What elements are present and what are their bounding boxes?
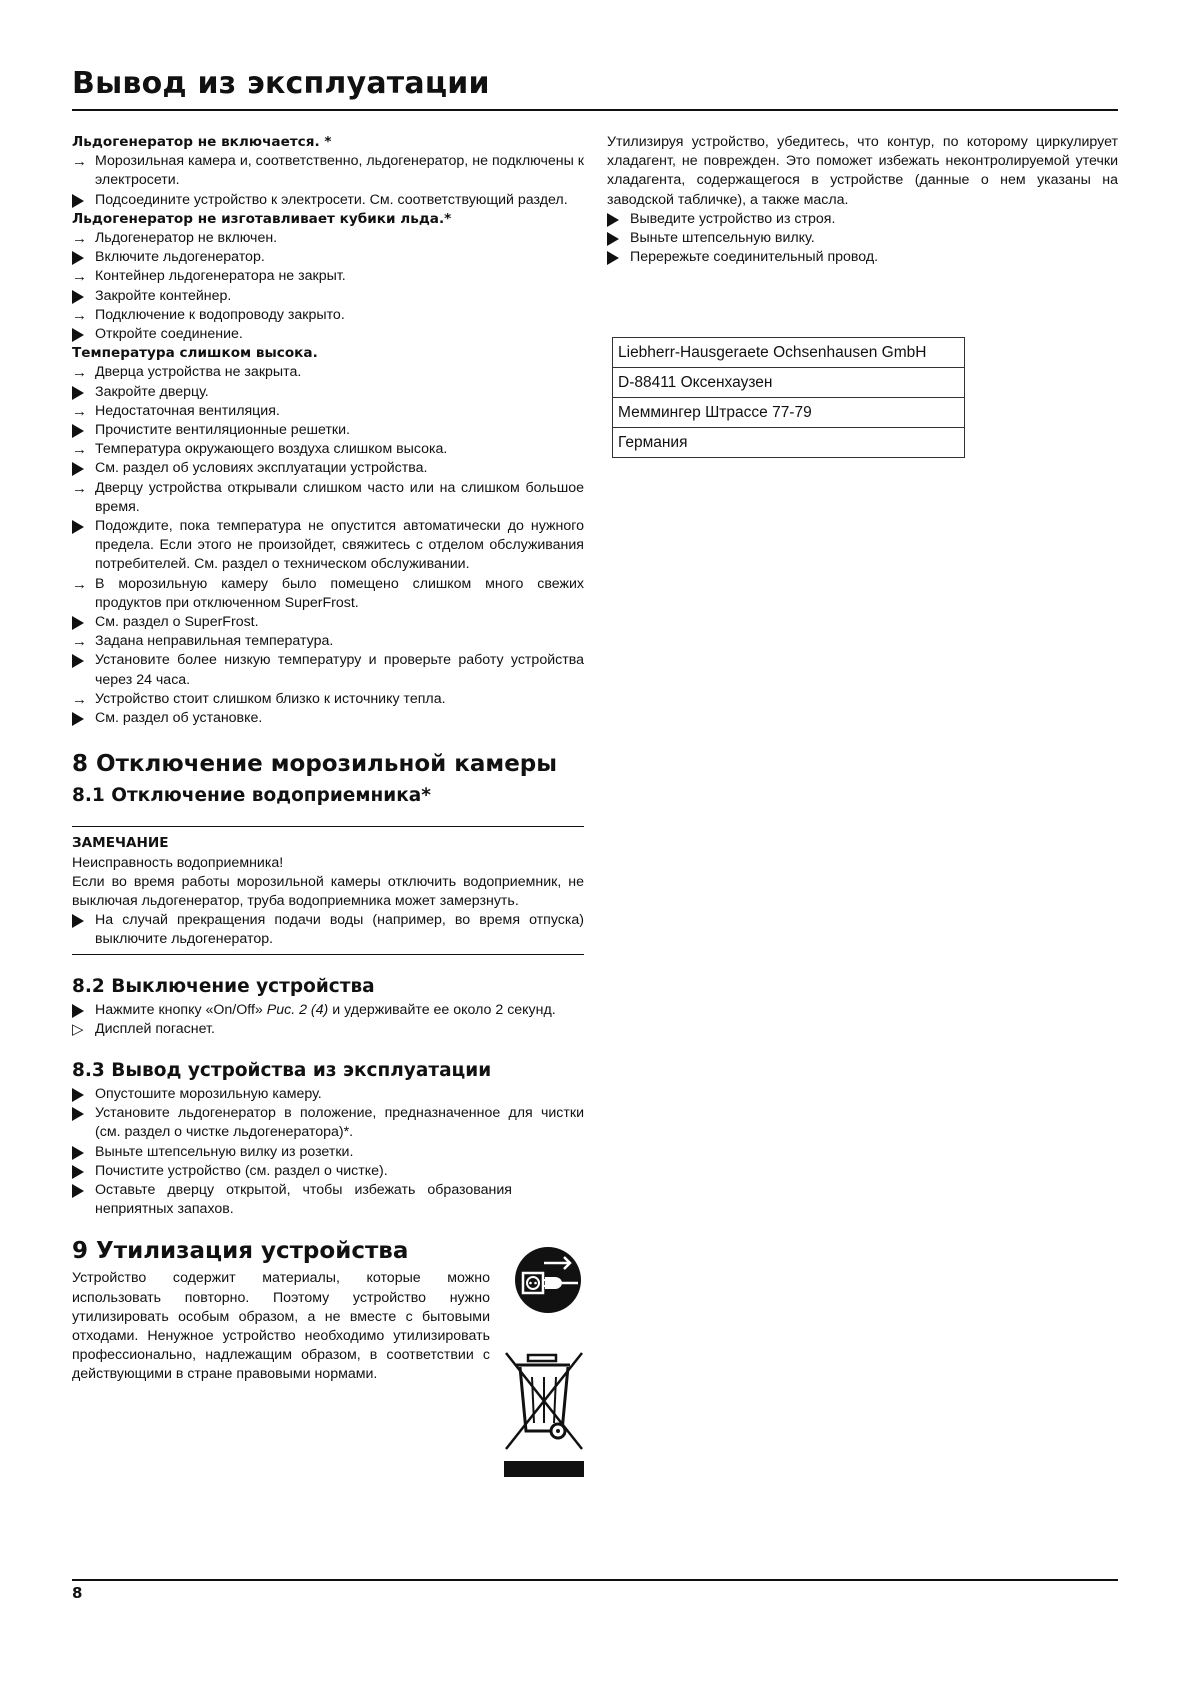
list-item: → Температура окружающего воздуха слишком высока. (72, 441, 448, 459)
triangle-icon (72, 517, 92, 540)
section-9-heading: 9 Утилизация устройства (72, 1238, 409, 1265)
crossed-bin-icon (502, 1349, 586, 1479)
address-company: Liebherr-Hausgeraete Ochsenhausen GmbH (613, 338, 965, 368)
section-8-1-heading: 8.1 Отключение водоприемника* (72, 785, 431, 807)
arrow-icon: → (72, 690, 87, 708)
triangle-icon (72, 325, 92, 348)
list-item: Оставьте дверцу открытой, чтобы избежать образования неприятных запахов. (72, 1181, 512, 1219)
bottom-rule (72, 1579, 1118, 1581)
triangle-icon (72, 1104, 92, 1127)
address-country: Германия (613, 428, 965, 458)
list-item: → Задана неправильная температура. (72, 633, 334, 651)
notice-box (72, 826, 584, 954)
arrow-icon: → (72, 633, 87, 651)
arrow-icon: → (72, 230, 87, 248)
section-8-heading: 8 Отключение морозильной камеры (72, 751, 558, 778)
triangle-icon (72, 911, 92, 934)
right-column (607, 133, 1118, 267)
subhead-temp-high: Температура слишком высока. (72, 345, 318, 362)
arrow-icon: → (72, 441, 87, 459)
triangle-icon (72, 709, 92, 732)
table-row (613, 398, 965, 428)
list-item: Закройте дверцу. (72, 383, 584, 402)
refrigerant-text: Утилизируя устройство, убедитесь, что контур, по которому циркулирует хладагент, не поврежден. Это поможет избежать неконтролируемой утечки хладагента, содержащегося в устройстве (данные о нем указаны на заводской табличке), а также масла. (607, 134, 1118, 208)
arrow-icon: → (72, 268, 87, 286)
list-item: → Контейнер льдогенератора не закрыт. (72, 268, 346, 286)
result-triangle-icon: ▷ (72, 1020, 84, 1038)
section-8-2-heading: 8.2 Выключение устройства (72, 975, 375, 997)
list-item: Выньте штепсельную вилку. (607, 229, 1118, 248)
list-item: Прочистите вентиляционные решетки. (72, 421, 584, 440)
list-item: Почистите устройство (см. раздел о чистке). (72, 1162, 512, 1181)
list-item: Откройте соединение. (72, 325, 584, 344)
disposal-text: Устройство содержит материалы, которые можно использовать повторно. Поэтому устройство нужно утилизировать особым образом, а не вместе с бытовыми отходами. Ненужное устройство необходимо утилизировать профессионально, надлежащим образом, в соответствии с действующими в стране правовыми нормами. (72, 1270, 490, 1383)
section-8-3-heading: 8.3 Вывод устройства из эксплуатации (72, 1059, 492, 1081)
figure-reference: Рис. 2 (4) (266, 1001, 329, 1018)
list-item: → Недостаточная вентиляция. (72, 402, 280, 420)
arrow-icon: → (72, 153, 87, 171)
list-item: → Устройство стоит слишком близко к источнику тепла. (72, 690, 446, 708)
triangle-icon (607, 248, 627, 271)
list-item: Подождите, пока температура не опустится автоматически до нужного предела. Если этого не произойдет, свяжитесь с отделом обслуживания потребителей. См. раздел о техническом обслуживании. (72, 517, 584, 575)
page-title: Вывод из эксплуатации (72, 66, 490, 101)
list-item: → В морозильную камеру было помещено слишком много свежих продуктов при отключенном SuperFrost. (72, 575, 584, 611)
arrow-icon: → (72, 402, 87, 420)
unplug-icon (514, 1246, 582, 1314)
list-item: Опустошите морозильную камеру. (72, 1085, 584, 1104)
page-number: 8 (72, 1584, 83, 1602)
list-item: Нажмите кнопку «On/Off» Рис. 2 (4) и удерживайте ее около 2 секунд. (72, 1001, 584, 1020)
list-item: Подсоедините устройство к электросети. См. соответствующий раздел. (72, 191, 584, 210)
notice-heading: ЗАМЕЧАНИЕ (72, 835, 169, 852)
list-item: → Дверца устройства не закрыта. (72, 364, 302, 382)
triangle-icon (72, 191, 92, 214)
list-item: Закройте контейнер. (72, 287, 584, 306)
notice-line: Неисправность водоприемника! (72, 854, 284, 871)
table-row (613, 338, 965, 368)
list-item: Установите льдогенератор в положение, предназначенное для чистки (см. раздел о чистке льдогенератора)*. (72, 1104, 584, 1142)
list-item: См. раздел о SuperFrost. (72, 613, 584, 632)
left-column (72, 133, 584, 1385)
list-item: См. раздел об условиях эксплуатации устройства. (72, 459, 584, 478)
address-city: D-88411 Оксенхаузен (613, 368, 965, 398)
list-item: На случай прекращения подачи воды (например, во время отпуска) выключите льдогенератор. (72, 911, 584, 949)
list-item: Включите льдогенератор. (72, 248, 584, 267)
list-item: Установите более низкую температуру и проверьте работу устройства через 24 часа. (72, 651, 584, 689)
list-item: → Морозильная камера и, соответственно, льдогенератор, не подключены к электросети. (72, 153, 584, 189)
table-row (613, 368, 965, 398)
list-item: → Льдогенератор не включен. (72, 230, 278, 248)
notice-text: Если во время работы морозильной камеры отключить водоприемник, не выключая льдогенератор, труба водоприемника может замерзнуть. (72, 873, 584, 909)
triangle-icon (72, 651, 92, 674)
result-item: ▷ Дисплей погаснет. (72, 1020, 215, 1038)
arrow-icon: → (72, 306, 87, 324)
arrow-icon: → (72, 575, 87, 593)
arrow-icon: → (72, 479, 87, 497)
subhead-icemaker-off: Льдогенератор не включается. * (72, 134, 332, 150)
list-item: → Дверцу устройства открывали слишком часто или на слишком большое время. (72, 479, 584, 515)
top-rule (72, 109, 1118, 111)
list-item: Перережьте соединительный провод. (607, 248, 1118, 267)
list-item: Выведите устройство из строя. (607, 210, 1118, 229)
arrow-icon: → (72, 364, 87, 382)
list-item: → Подключение к водопроводу закрыто. (72, 306, 345, 324)
list-item: См. раздел об установке. (72, 709, 584, 728)
address-street: Меммингер Штрассе 77-79 (613, 398, 965, 428)
triangle-icon (72, 1181, 92, 1204)
subhead-no-cubes: Льдогенератор не изготавливает кубики льда.* (72, 210, 452, 227)
address-table (612, 337, 965, 458)
list-item: Выньте штепсельную вилку из розетки. (72, 1143, 584, 1162)
table-row (613, 428, 965, 458)
